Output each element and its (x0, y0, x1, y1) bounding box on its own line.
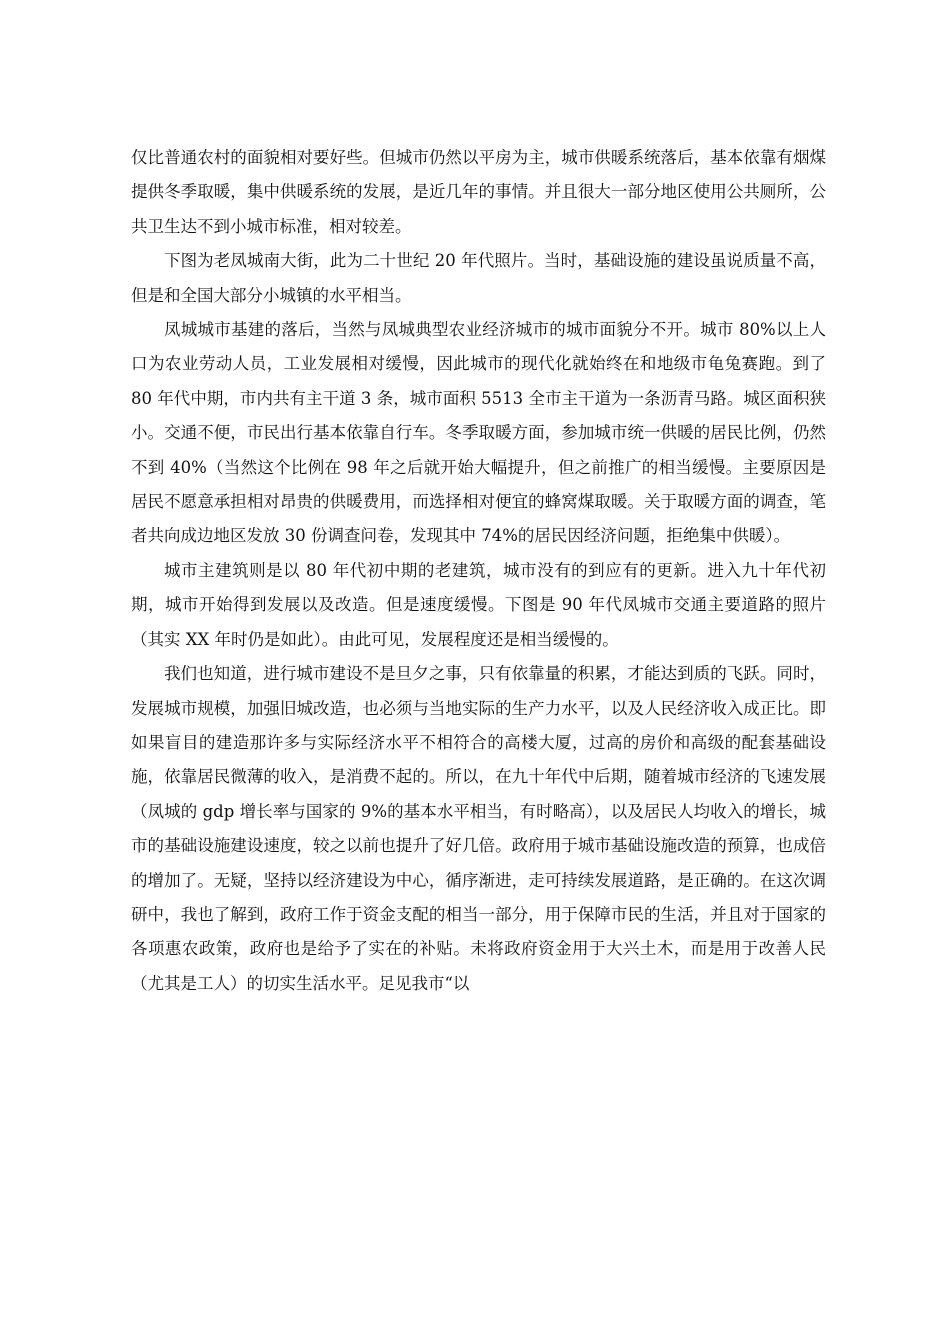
paragraph-1: 仅比普通农村的面貌相对要好些。但城市仍然以平房为主，城市供暖系统落后，基本依靠有烟煤提供冬季取暖，集中供暖系统的发展，是近几年的事情。并且很大一部分地区使用公共厕所，公共卫生达不到小城市标准，相对较差。 (131, 148, 826, 236)
paragraph-4: 城市主建筑则是以 80 年代初中期的老建筑，城市没有的到应有的更新。进入九十年代初期，城市开始得到发展以及改造。但是速度缓慢。下图是 90 年代凤城市交通主要道路的照片（其实 XX 年时仍是如此）。由此可见，发展程度还是相当缓慢的。 (131, 560, 826, 649)
paragraph-5: 我们也知道，进行城市建设不是旦夕之事，只有依靠量的积累，才能达到质的飞跃。同时，发展城市规模，加强旧城改造，也必须与当地实际的生产力水平，以及人民经济收入成正比。即如果盲目的建造那许多与实际经济水平不相符合的高楼大厦，过高的房价和高级的配套基础设施，依靠居民微薄的收入，是消费不起的。所以，在九十年代中后期，随着城市经济的飞速发展（凤城的 gdp 增长率与国家的 9%的基本水平相当，有时略高），以及居民人均收入的增长，城市的基础设施建设速度，较之以前也提升了好几倍。政府用于城市基础设施改造的预算，也成倍的增加了。无疑，坚持以经济建设为中心，循序渐进，走可持续发展道路，是正确的。在这次调研中，我也了解到，政府工作于资金支配的相当一部分，用于保障市民的生活，并且对于国家的各项惠农政策，政府也是给予了实在的补贴。未将政府资金用于大兴土木，而是用于改善人民（尤其是工人）的切实生活水平。足见我市“以 (131, 664, 826, 993)
document-page (131, 141, 826, 1001)
paragraph-2: 下图为老凤城南大街，此为二十世纪 20 年代照片。当时，基础设施的建设虽说质量不高，但是和全国大部分小城镇的水平相当。 (131, 251, 826, 305)
paragraph-3: 凤城城市基建的落后，当然与凤城典型农业经济城市的城市面貌分不开。城市 80%以上人口为农业劳动人员，工业发展相对缓慢，因此城市的现代化就始终在和地级市龟兔赛跑。到了 80 年代中期，市内共有主干道 3 条，城市面积 5513 全市主干道为一条沥青马路。城区面积狭小。交通不便，市民出行基本依靠自行车。冬季取暖方面，参加城市统一供暖的居民比例，仍然不到 40%（当然这个比例在 98 年之后就开始大幅提升，但之前推广的相当缓慢。主要原因是居民不愿意承担相对昂贵的供暖费用，而选择相对便宜的蜂窝煤取暖。关于取暖方面的调查，笔者共向成边地区发放 30 份调查问卷，发现其中 74%的居民因经济问题，拒绝集中供暖）。 (131, 320, 826, 546)
